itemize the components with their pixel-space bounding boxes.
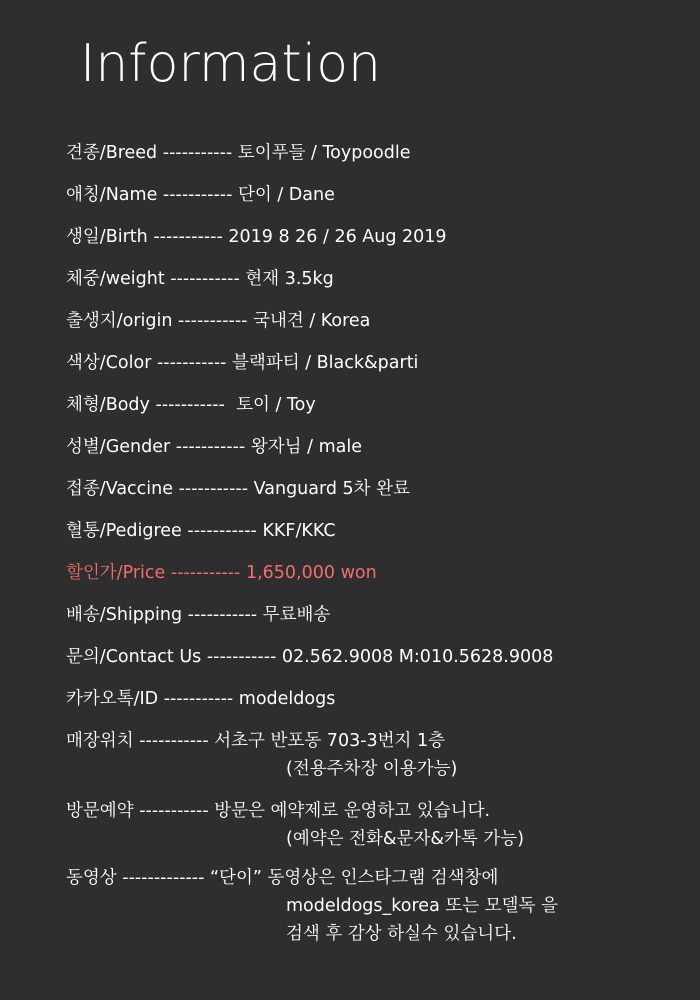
row-value: 토이 / Toy (236, 395, 316, 415)
row-label: 할인가/Price (66, 563, 166, 583)
info-row-pedigree (66, 517, 686, 545)
row-label: 견종/Breed (66, 143, 158, 163)
row-dashes: ----------- (206, 647, 277, 667)
row-label: 생일/Birth (66, 227, 148, 247)
info-row-weight (66, 265, 686, 293)
page-title: Information (80, 34, 382, 94)
info-row-shipping (66, 601, 686, 629)
row-dashes: ----------- (170, 269, 240, 289)
row-value: Vanguard 5차 완료 (253, 479, 410, 499)
row-label: 카카오톡/ID (66, 689, 159, 709)
row-note: (전용주차장 이용가능) (286, 759, 458, 779)
row-label: 출생지/origin (66, 311, 173, 331)
row-dashes: ----------- (178, 311, 248, 331)
row-value: 블랙파티 / Black&parti (232, 353, 419, 373)
row-value: 왕자님 / male (250, 437, 362, 457)
row-value: 1,650,000 won (245, 563, 377, 583)
row-value: modeldogs (238, 689, 336, 709)
row-line: modeldogs_korea 또는 모델독 을 (286, 896, 558, 916)
row-line: 검색 후 감상 하실수 있습니다. (286, 924, 517, 944)
info-row-gender (66, 433, 686, 461)
row-label: 문의/Contact Us (66, 647, 202, 667)
info-row-price (66, 559, 686, 587)
info-row-origin (66, 307, 686, 335)
row-label: 성별/Gender (66, 437, 171, 457)
row-dashes: ----------- (187, 605, 258, 625)
row-dashes: ----------- (170, 563, 241, 583)
row-dashes: ----------- (139, 801, 209, 821)
row-value: 02.562.9008 M:010.5628.9008 (281, 647, 554, 667)
info-row-visit (66, 797, 686, 853)
row-dashes: ----------- (153, 227, 223, 247)
row-label: 색상/Color (66, 353, 152, 373)
row-label: 동영상 (66, 868, 117, 888)
row-label: 매장위치 (66, 731, 134, 751)
row-label: 배송/Shipping (66, 605, 183, 625)
info-row-vaccine (66, 475, 686, 503)
row-value: “단이” 동영상은 인스타그램 검색창에 (209, 868, 499, 888)
row-value: 국내견 / Korea (253, 311, 371, 331)
row-dashes: ----------- (163, 689, 234, 709)
row-value: 방문은 예약제로 운영하고 있습니다. (214, 801, 491, 821)
info-row-contact (66, 643, 686, 671)
row-dashes: ----------- (178, 479, 249, 499)
info-row-location (66, 727, 686, 783)
row-dashes: ----------- (162, 143, 233, 163)
info-row-breed (66, 139, 686, 167)
row-dashes: ----------- (175, 437, 246, 457)
row-value: 서초구 반포동 703-3번지 1층 (214, 731, 446, 751)
row-label: 체형/Body (66, 395, 150, 415)
row-dashes: ----------- (139, 731, 209, 751)
row-value: 현재 3.5kg (245, 269, 334, 289)
info-row-color (66, 349, 686, 377)
row-dashes: ----------- (156, 353, 227, 373)
row-value: 무료배송 (262, 605, 331, 625)
row-note: (예약은 전화&문자&카톡 가능) (286, 829, 525, 849)
row-label: 방문예약 (66, 801, 134, 821)
info-row-kakao-id (66, 685, 686, 713)
row-value: 단이 / Dane (237, 185, 335, 205)
row-value: 토이푸들 / Toypoodle (237, 143, 411, 163)
row-dashes: ----------- (155, 395, 225, 415)
row-label: 체중/weight (66, 269, 165, 289)
row-dashes: ------------- (122, 868, 205, 888)
row-dashes: ----------- (187, 521, 257, 541)
info-row-birth (66, 223, 686, 251)
row-value: 2019 8 26 / 26 Aug 2019 (228, 227, 447, 247)
info-row-name (66, 181, 686, 209)
info-row-body (66, 391, 686, 419)
info-list (66, 139, 686, 962)
row-dashes: ----------- (162, 185, 233, 205)
row-label: 혈통/Pedigree (66, 521, 182, 541)
row-value: KKF/KKC (262, 521, 336, 541)
info-row-video (66, 864, 686, 948)
row-label: 접종/Vaccine (66, 479, 174, 499)
row-label: 애칭/Name (66, 185, 158, 205)
